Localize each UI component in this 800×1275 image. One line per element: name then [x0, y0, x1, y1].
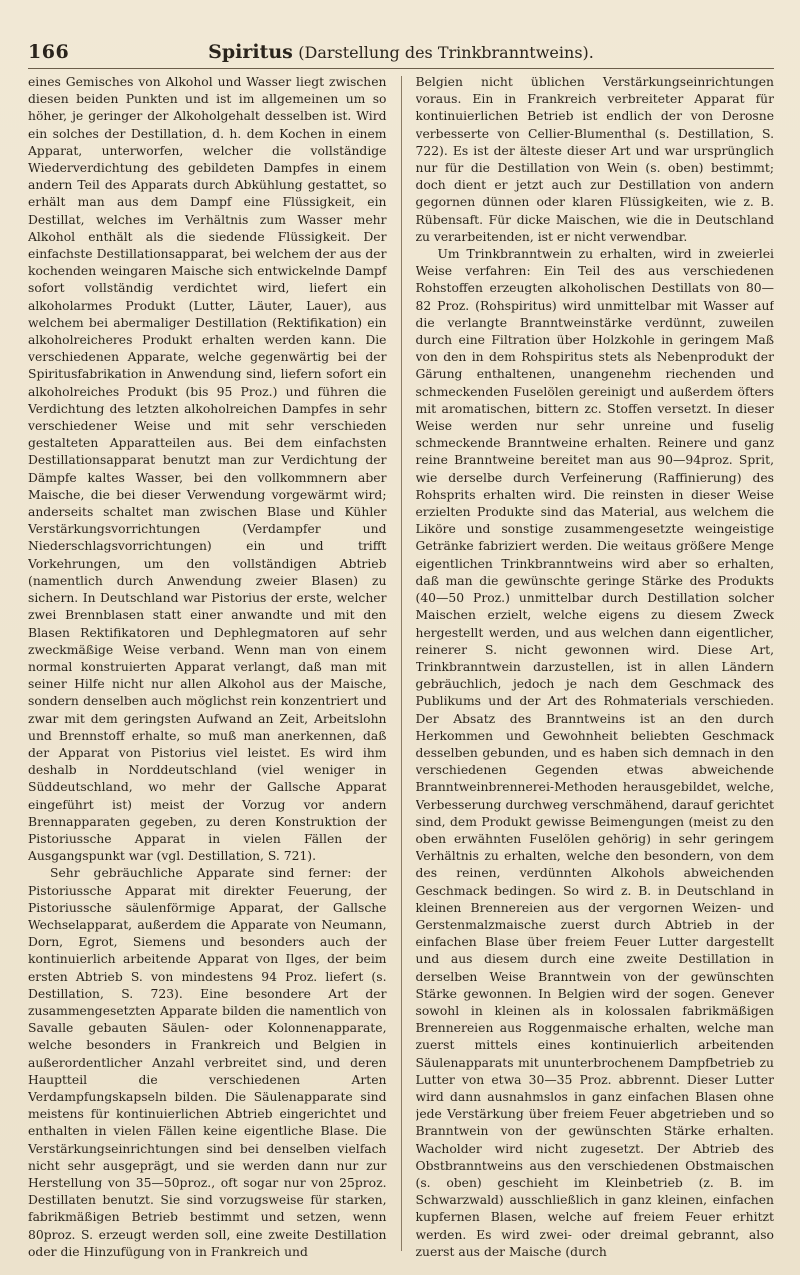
running-head-subtitle: (Darstellung des Trinkbranntweins).: [298, 43, 594, 62]
running-head: [28, 41, 774, 63]
right-paragraph-2: Um Trinkbranntwein zu erhalten, wird in zweierlei Weise verfahren: Ein Teil des aus verschiedenen Rohstoffen erzeugten alkoholischen Destillats von 80—82 Proz. (Rohspiritus) wird unmittelbar mit Wasser auf die verlangte Branntweinstärke verdünnt, zuweilen durch eine Filtration über Holzkohle in geringem Maß von den in dem Rohspiritus stets als Nebenprodukt der Gärung enthaltenen, unangenehm riechenden und schmeckenden Fuselölen gereinigt und außerdem öfters mit aromatischen, bittern zc. Stoffen versetzt. In dieser Weise werden nur sehr unreine und fuselig schmeckende Branntweine erhalten. Reinere und ganz reine Branntweine bereitet man aus 90—94proz. Sprit, wie derselbe durch Verfeinerung (Raffinierung) des Rohsprits erhalten wird. Die reinsten in dieser Weise erzielten Produkte sind das Material, aus welchem die Liköre und sonstige zusammengesetzte weingeistige Getränke fabriziert werden. Die weitaus größere Menge eigentlichen Trinkbranntweins wird aber so erhalten, daß man die gewünschte geringe Stärke des Produkts (40—50 Proz.) unmittelbar durch Destillation solcher Maischen erzielt, welche eigens zu diesem Zweck hergestellt werden, und aus welchen dann eigentlicher, reinerer S. nicht gewonnen wird. Diese Art, Trinkbranntwein darzustellen, ist in allen Ländern gebräuchlich, jedoch je nach dem Geschmack des Publikums und der Art des Rohmaterials verschieden. Der Absatz des Branntweins ist an den durch Herkommen und Gewohnheit beliebten Geschmack desselben gebunden, und es haben sich demnach in den verschiedenen Gegenden etwas abweichende Branntweinbrennerei-Methoden herausgebildet, welche, Verbesserung durchweg verschmähend, darauf gerichtet sind, dem Produkt gewisse Beimengungen (meist zu den oben erwähnten Fuselölen gehörig) in sehr geringem Verhältnis zu erhalten, welche den besondern, von dem des reinen, verdünnten Alkohols abweichenden Geschmack bedingen. So wird z. B. in Deutschland in kleinen Brennereien aus der vergornen Weizen- und Gerstenmalzmaische zuerst durch Abtrieb in der einfachen Blase über freiem Feuer Lutter dargestellt und aus diesem durch eine zweite Destillation in derselben Weise Branntwein von der gewünschten Stärke gewonnen. In Belgien wird der sogen. Genever sowohl in kleinen als in kolossalen fabrikmäßigen Brennereien aus Roggenmaische erhalten, welche man zuerst mittels eines kontinuierlich arbeitenden Säulenapparats mit ununterbrochenem Dampfbetrieb zu Lutter von etwa 30—35 Proz. abbrennt. Dieser Lutter wird dann ausnahmslos in ganz einfachen Blasen ohne jede Verstärkung über freiem Feuer abgetrieben und so Branntwein von der gewünschten Stärke erhalten. Wacholder wird nicht zugesetzt. Der Abtrieb des Obstbranntweins aus den verschiedenen Obstmaischen (s. oben) geschieht im Kleinbetrieb (z. B. im Schwarzwald) ausschließlich in ganz kleinen, einfachen kupfernen Blasen, welche auf freiem Feuer erhitzt werden. Es wird zwei- oder dreimal gebrannt, also zuerst aus der Maische (durch: [415, 247, 774, 1259]
left-paragraph-2: Sehr gebräuchliche Apparate sind ferner: der Pistoriussche Apparat mit direkter Feuerung, der Pistoriussche säulenförmige Apparat, der Gallsche Wechselapparat, außerdem die Apparate von Neumann, Dorn, Egrot, Siemens und besonders auch der kontinuierlich arbeitende Apparat von Ilges, der beim ersten Abtrieb S. von mindestens 94 Proz. liefert (s. Destillation, S. 723). Eine besondere Art der zusammengesetzten Apparate bilden die namentlich von Savalle gebauten Säulen- oder Kolonnenapparate, welche besonders in Frankreich und Belgien in außerordentlicher Anzahl verbreitet sind, und deren Hauptteil die verschiedenen Arten Verdampfungskapseln bilden. Die Säulenapparate sind meistens für kontinuierlichen Abtrieb eingerichtet und enthalten in vielen Fällen keine eigentliche Blase. Die Verstärkungseinrichtungen sind bei denselben vielfach nicht sehr ausgeprägt, und sie werden dann nur zur Herstellung von 35—50proz., oft sogar nur von 25proz. Destillaten benutzt. Sie sind vorzugsweise für starken, fabrikmäßigen Betrieb bestimmt und setzen, wenn 80proz. S. erzeugt werden soll, eine zweite Destillation oder die Hinzufügung von in Frankreich und: [28, 866, 387, 1259]
page-header: [28, 36, 774, 69]
running-head-title: Spiritus: [208, 41, 293, 63]
left-paragraph-1: eines Gemisches von Alkohol und Wasser liegt zwischen diesen beiden Punkten und ist im allgemeinen um so höher, je geringer der Alkoholgehalt desselben ist. Wird ein solches der Destillation, d. h. dem Kochen in einem Apparat, unterworfen, welcher die vollständige Wiederverdichtung des gebildeten Dampfes in einem andern Teil des Apparats durch Abkühlung gestattet, so erhält man aus dem Dampf eine Flüssigkeit, ein Destillat, welches im Verhältnis zum Wasser mehr Alkohol enthält als die siedende Flüssigkeit. Der einfachste Destillationsapparat, bei welchem der aus der kochenden weingaren Maische sich entwickelnde Dampf sofort vollständig verdichtet wird, liefert ein alkoholarmes Produkt (Lutter, Läuter, Lauer), aus welchem bei abermaliger Destillation (Rektifikation) ein alkoholreicheres Produkt erhalten werden kann. Die verschiedenen Apparate, welche gegenwärtig bei der Spiritusfabrikation in Anwendung sind, liefern sofort ein alkoholreiches Produkt (bis 95 Proz.) und führen die Verdichtung des letzten alkoholreichen Dampfes in sehr verschiedener Weise und mit sehr verschieden gestalteten Apparatteilen aus. Bei dem einfachsten Destillationsapparat benutzt man zur Verdichtung der Dämpfe kaltes Wasser, bei den vollkommnern aber Maische, die bei dieser Verwendung vorgewärmt wird; anderseits schaltet man zwischen Blase und Kühler Verstärkungsvorrichtungen (Verdampfer und Niederschlagsvorrichtungen) ein und trifft Vorkehrungen, um den vollständigen Abtrieb (namentlich durch Anwendung zweier Blasen) zu sichern. In Deutschland war Pistorius der erste, welcher zwei Brennblasen statt einer anwandte und mit den Blasen Rektifikatoren und Dephlegmatoren auf sehr zweckmäßige Weise verband. Wenn man von einem normal konstruierten Apparat verlangt, daß man mit seiner Hilfe nicht nur allen Alkohol aus der Maische, sondern denselben auch möglichst rein konzentriert und zwar mit dem geringsten Aufwand an Zeit, Arbeitslohn und Brennstoff erhalte, so muß man anerkennen, daß der Apparat von Pistorius viel leistet. Es wird ihm deshalb in Norddeutschland (viel weniger in Süddeutschland, wo mehr der Gallsche Apparat eingeführt ist) meist der Vorzug vor andern Brennapparaten gegeben, zu deren Konstruktion der Pistoriussche Apparat in vielen Fällen der Ausgangspunkt war (vgl. Destillation, S. 721).: [28, 75, 387, 864]
page-number: 166: [28, 41, 70, 63]
column-divider: [401, 76, 402, 1251]
text-columns: [28, 74, 774, 1261]
left-column: [28, 74, 387, 1261]
right-column: [416, 74, 775, 1261]
right-paragraph-1: Belgien nicht üblichen Verstärkungseinrichtungen voraus. Ein in Frankreich verbreiteter Apparat für kontinuierlichen Betrieb ist endlich der von Derosne verbesserte von Cellier-Blumenthal (s. Destillation, S. 722). Es ist der älteste dieser Art und war ursprünglich nur für die Destillation von Wein (s. oben) bestimmt; doch dient er jetzt auch zur Destillation von andern gegornen dünnen oder klaren Flüssigkeiten, wie z. B. Rübensaft. Für dicke Maischen, wie die in Deutschland zu verarbeitenden, ist er nicht verwendbar.: [415, 75, 774, 244]
